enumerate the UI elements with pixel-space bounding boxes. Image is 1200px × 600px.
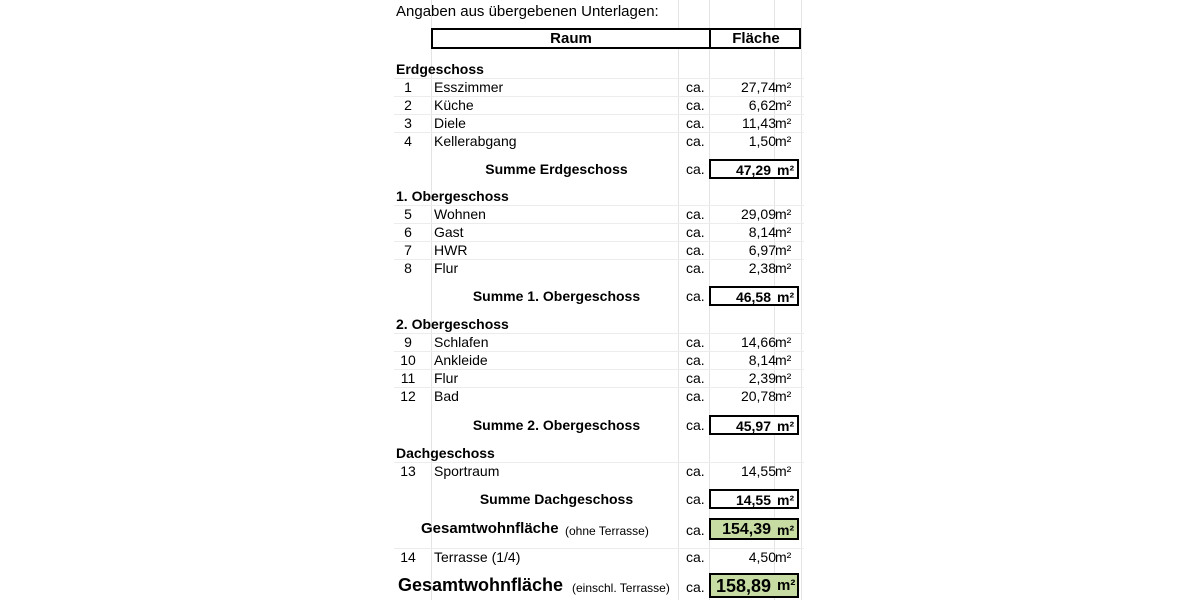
- room-area: 14,66: [740, 334, 776, 350]
- unit: m²: [775, 260, 792, 276]
- room-number: 12: [400, 388, 416, 404]
- sum-value: 14,55: [735, 492, 771, 508]
- unit: m²: [775, 79, 792, 95]
- unit: m²: [777, 162, 795, 178]
- unit: m²: [775, 463, 792, 479]
- sum-value: 46,58: [735, 289, 771, 305]
- room-area: 6,97: [748, 242, 776, 258]
- unit: m²: [775, 370, 792, 386]
- ca-label: ca.: [686, 463, 705, 479]
- ca-label: ca.: [686, 352, 705, 368]
- room-name: Ankleide: [434, 352, 488, 368]
- room-number: 9: [404, 334, 412, 350]
- total-box: [709, 573, 799, 598]
- unit: m²: [777, 577, 796, 594]
- total-value: 158,89: [715, 576, 771, 596]
- sum-label: Summe 2. Obergeschoss: [472, 417, 641, 433]
- room-number: 3: [404, 115, 412, 131]
- ca-label: ca.: [686, 491, 705, 507]
- room-number: 14: [400, 549, 416, 565]
- room-number: 2: [404, 97, 412, 113]
- header-room: Raum: [550, 30, 592, 47]
- room-number: 1: [404, 79, 412, 95]
- room-name: Sportraum: [434, 463, 500, 479]
- sum-value: 45,97: [735, 418, 771, 434]
- sum-box: [709, 159, 799, 179]
- room-area: 8,14: [748, 352, 776, 368]
- ca-label: ca.: [686, 242, 705, 258]
- room-name: Gast: [434, 224, 464, 240]
- room-number: 4: [404, 133, 412, 149]
- ca-label: ca.: [686, 417, 705, 433]
- total-note: (einschl. Terrasse): [572, 581, 670, 595]
- room-area: 14,55: [740, 463, 776, 479]
- area-calculation-sheet: [394, 0, 804, 600]
- room-area: 4,50: [748, 549, 776, 565]
- section-title: Erdgeschoss: [396, 61, 484, 77]
- room-name: Küche: [434, 97, 474, 113]
- ca-label: ca.: [686, 288, 705, 304]
- total-label: Gesamtwohnfläche: [421, 520, 559, 537]
- header-area: Fläche: [732, 30, 780, 47]
- unit: m²: [777, 522, 795, 538]
- sum-box: [709, 415, 799, 435]
- ca-label: ca.: [686, 334, 705, 350]
- unit: m²: [777, 289, 795, 305]
- room-name: Terrasse (1/4): [434, 549, 521, 565]
- room-name: Diele: [434, 115, 466, 131]
- section-title: 2. Obergeschoss: [396, 316, 509, 332]
- room-area: 27,74: [740, 79, 776, 95]
- ca-label: ca.: [686, 549, 705, 565]
- room-number: 8: [404, 260, 412, 276]
- room-area: 1,50: [748, 133, 776, 149]
- room-name: Kellerabgang: [434, 133, 517, 149]
- ca-label: ca.: [686, 388, 705, 404]
- total-value: 154,39: [722, 521, 771, 538]
- unit: m²: [775, 115, 792, 131]
- intro-text: Angaben aus übergebenen Unterlagen:: [396, 3, 659, 20]
- sum-value: 47,29: [735, 162, 771, 178]
- total-label: Gesamtwohnfläche: [398, 575, 564, 595]
- room-area: 20,78: [740, 388, 776, 404]
- room-name: Flur: [434, 370, 459, 386]
- ca-label: ca.: [686, 206, 705, 222]
- ca-label: ca.: [686, 579, 705, 595]
- room-area: 6,62: [748, 97, 776, 113]
- table-header: [431, 28, 801, 49]
- unit: m²: [775, 97, 792, 113]
- ca-label: ca.: [686, 79, 705, 95]
- ca-label: ca.: [686, 522, 705, 538]
- ca-label: ca.: [686, 161, 705, 177]
- room-area: 11,43: [742, 115, 776, 131]
- room-number: 7: [404, 242, 412, 258]
- ca-label: ca.: [686, 224, 705, 240]
- ca-label: ca.: [686, 133, 705, 149]
- unit: m²: [775, 334, 792, 350]
- unit: m²: [777, 418, 795, 434]
- room-number: 10: [400, 352, 416, 368]
- unit: m²: [775, 388, 792, 404]
- ca-label: ca.: [686, 370, 705, 386]
- section-title: Dachgeschoss: [396, 445, 495, 461]
- room-area: 2,38: [748, 260, 776, 276]
- unit: m²: [775, 206, 792, 222]
- sum-box: [709, 286, 799, 306]
- room-name: Esszimmer: [434, 79, 504, 95]
- room-number: 6: [404, 224, 412, 240]
- unit: m²: [775, 242, 792, 258]
- ca-label: ca.: [686, 260, 705, 276]
- room-area: 2,39: [748, 370, 776, 386]
- unit: m²: [775, 224, 792, 240]
- sum-label: Summe Dachgeschoss: [479, 491, 634, 507]
- sum-label: Summe 1. Obergeschoss: [472, 288, 641, 304]
- sum-label: Summe Erdgeschoss: [485, 161, 628, 177]
- room-number: 5: [404, 206, 412, 222]
- sum-box: [709, 489, 799, 509]
- room-area: 29,09: [740, 206, 776, 222]
- total-note: (ohne Terrasse): [565, 524, 649, 538]
- room-name: Schlafen: [434, 334, 489, 350]
- room-name: Flur: [434, 260, 459, 276]
- room-name: Wohnen: [434, 206, 486, 222]
- room-name: HWR: [434, 242, 468, 258]
- total-box: [709, 518, 799, 540]
- unit: m²: [777, 492, 795, 508]
- unit: m²: [775, 549, 792, 565]
- room-area: 8,14: [748, 224, 776, 240]
- room-number: 13: [400, 463, 416, 479]
- section-title: 1. Obergeschoss: [396, 188, 509, 204]
- unit: m²: [775, 352, 792, 368]
- room-number: 11: [400, 370, 416, 386]
- room-name: Bad: [434, 388, 459, 404]
- unit: m²: [775, 133, 792, 149]
- ca-label: ca.: [686, 115, 705, 131]
- ca-label: ca.: [686, 97, 705, 113]
